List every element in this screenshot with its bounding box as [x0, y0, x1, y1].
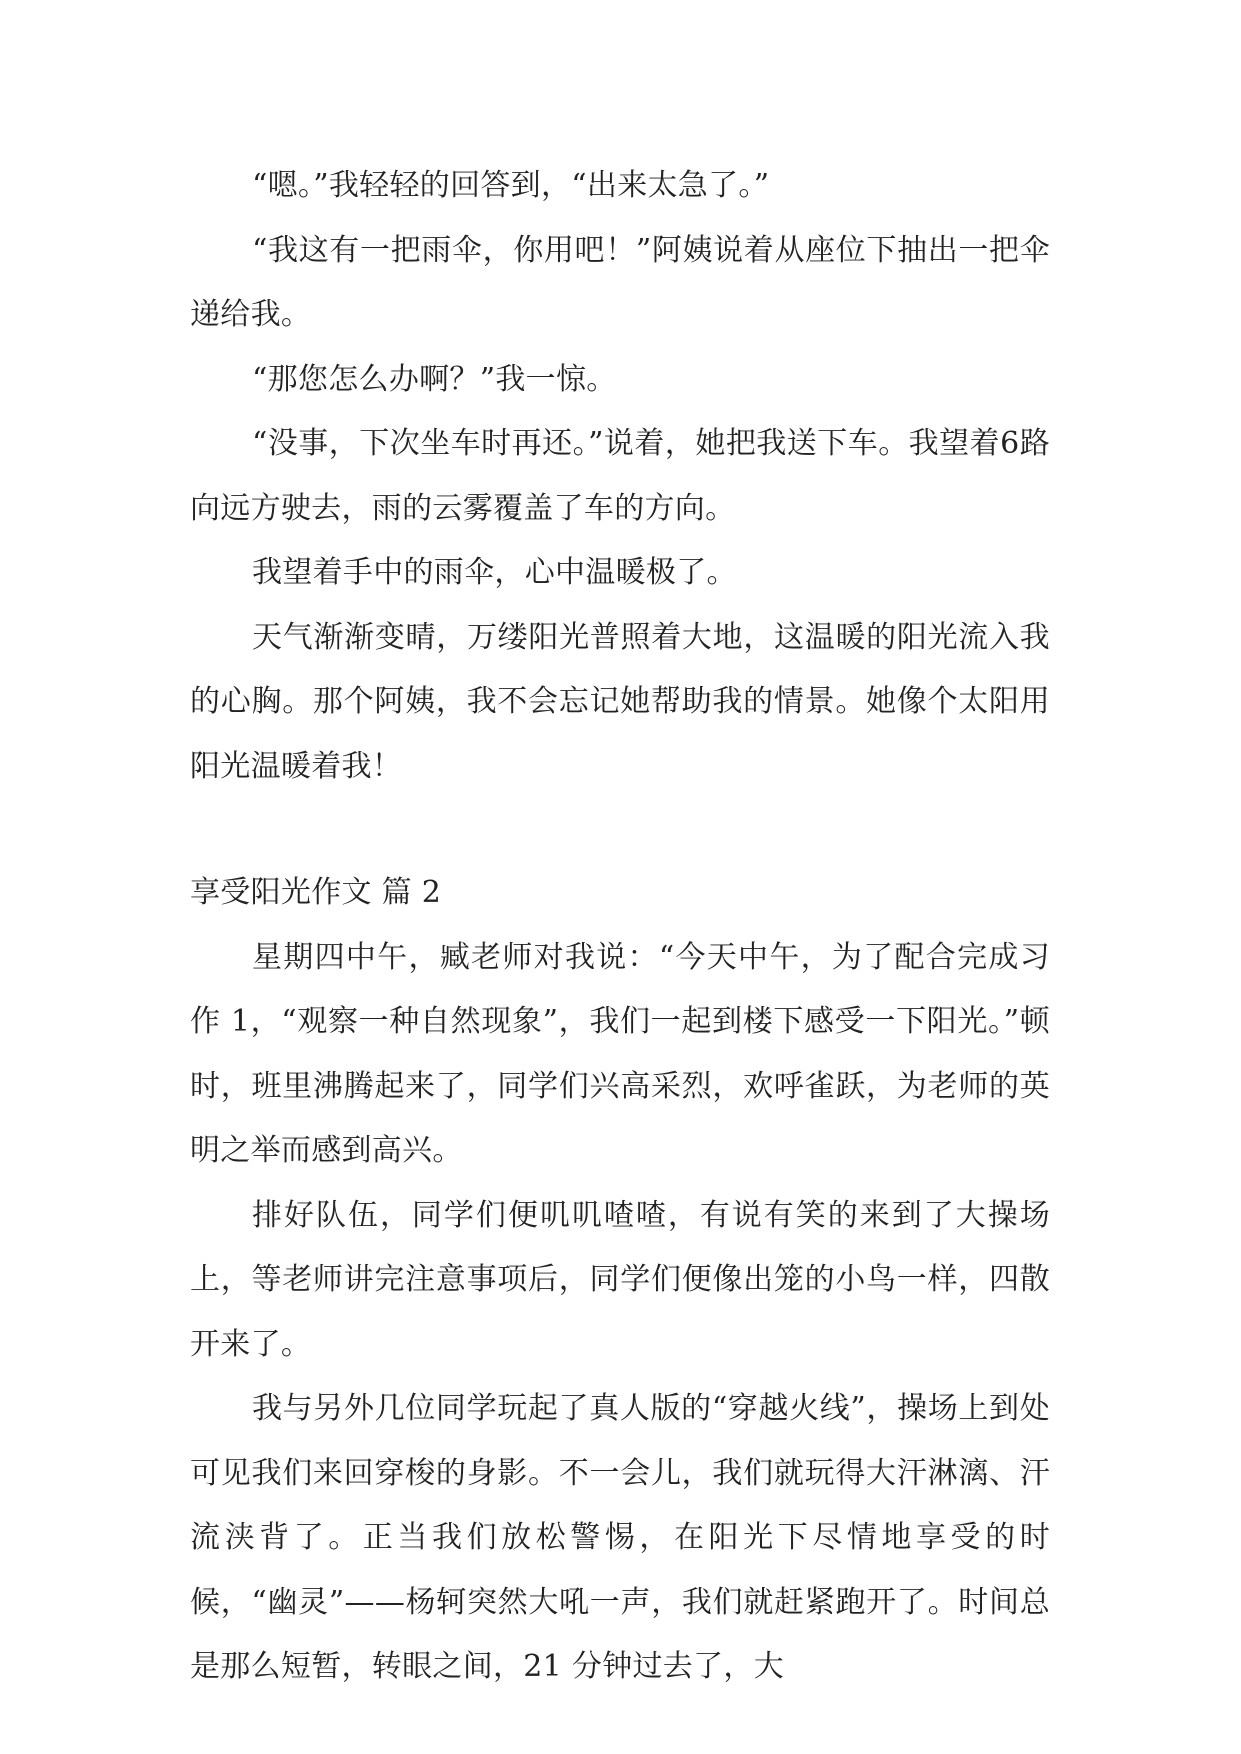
paragraph: 天气渐渐变晴，万缕阳光普照着大地，这温暖的阳光流入我的心胸。那个阿姨，我不会忘记她帮助我的情景。她像个太阳用阳光温暖着我！ — [190, 619, 1050, 784]
paragraph: “那您怎么办啊？”我一惊。 — [252, 361, 617, 397]
paragraph: 排好队伍，同学们便叽叽喳喳，有说有笑的来到了大操场上，等老师讲完注意事项后，同学们便像出笼的小鸟一样，四散开来了。 — [190, 1197, 1050, 1362]
paragraph: 星期四中午，臧老师对我说：“今天中午，为了配合完成习作 1，“观察一种自然现象”，我们一起到楼下感受一下阳光。”顿时，班里沸腾起来了，同学们兴高采烈，欢呼雀跃，为老师的英明之举而感到高兴。 — [190, 939, 1050, 1168]
paragraph: “我这有一把雨伞，你用吧！”阿姨说着从座位下抽出一把伞递给我。 — [190, 232, 1050, 332]
paragraph: “嗯。”我轻轻的回答到，“出来太急了。” — [252, 168, 770, 203]
paragraph: 我与另外几位同学玩起了真人版的“穿越火线”，操场上到处可见我们来回穿梭的身影。不一会儿，我们就玩得大汗淋漓、汗流浃背了。正当我们放松警惕，在阳光下尽情地享受的时候，“幽灵”——杨轲突然大吼一声，我们就赶紧跑开了。时间总是那么短暂，转眼之间，21 分钟过去了，大 — [190, 1391, 1050, 1684]
section-heading: 享受阳光作文 篇 2 — [190, 875, 442, 910]
paragraph: “没事，下次坐车时再还。”说着，她把我送下车。我望着6路向远方驶去，雨的云雾覆盖了车的方向。 — [190, 426, 1050, 526]
document-body — [190, 154, 1050, 1700]
paragraph: 我望着手中的雨伞，心中温暖极了。 — [252, 555, 737, 590]
